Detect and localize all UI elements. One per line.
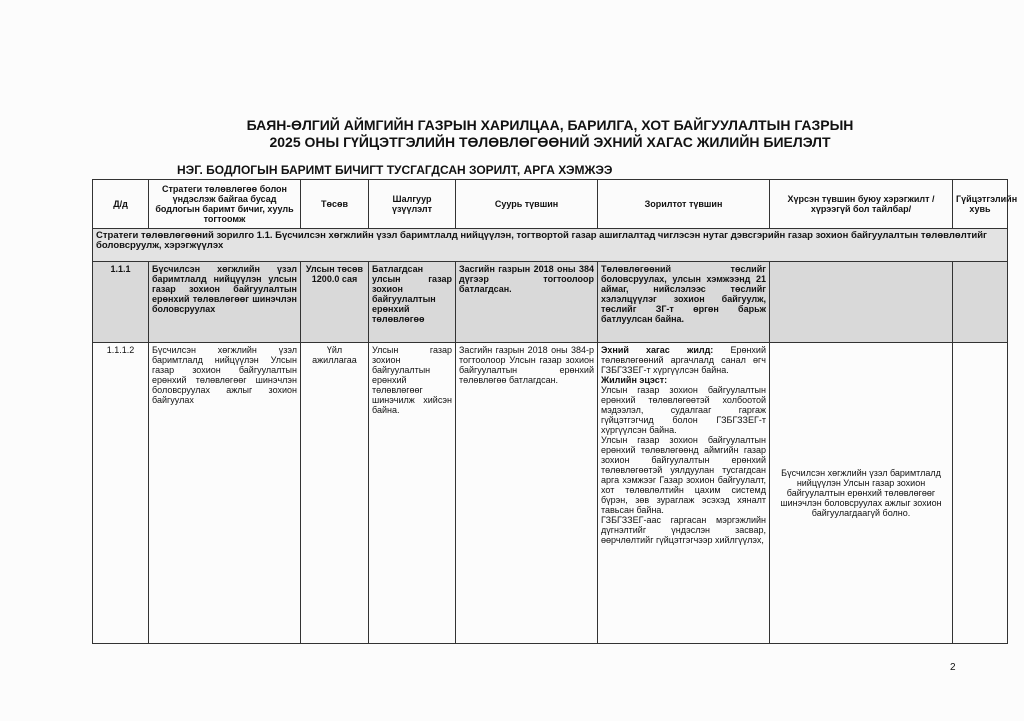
row-achieved: Бүсчилсэн хөгжлийн үзэл баримтлалд нийцүүлэн Улсын газар зохион байгуулалтын ерөнхий төлөвлөгөөг шинэчлэн боловсруулах ажлыг зохион байгуулагдаагүй болно. [770,343,953,644]
row-baseline: Засгийн газрын 2018 оны 384-р тогтоолоор Улсын газар зохион байгуулалтын ерөнхий төлөвлөгөө батлагдсан. [456,343,598,644]
col-header-policy: Стратеги төлөвлөгөө болон үндэслэж байгаа бусад бодлогын баримт бичиг, хууль тогтоомж [149,180,301,229]
table-header-row [93,180,1008,229]
budget-line-2: 1200.0 сая [311,274,358,284]
target-half-text: Ерөнхий төлөвлөгөөний аргачлалд санал өгч ГЗБГЗЗЕГ-т хүргүүлсэн байна. [601,345,766,375]
col-header-achieved: Хүрсэн түвшин буюу хэрэгжилт /хүрээгүй бол тайлбар/ [770,180,953,229]
target-half-year [601,345,766,375]
col-header-budget: Төсөв [301,180,369,229]
row-percent [953,262,1008,343]
row-policy: Бүсчилсэн хөгжлийн үзэл баримтлалд нийцүүлэн улсын газар зохион байгуулалтын ерөнхий төлөвлөгөөг шинэчлэн боловсруулах [149,262,301,343]
target-year-label: Жилийн эцэст: [601,375,668,385]
row-budget [301,262,369,343]
row-criteria: Улсын газар зохион байгуулалтын ерөнхий төлөвлөгөөг шинэчилж хийсэн байна. [369,343,456,644]
plan-table [92,179,1018,644]
row-num: 1.1.1.2 [93,343,149,644]
row-criteria: Батлагдсан улсын газар зохион байгуулалтын ерөнхий төлөвлөгөө [369,262,456,343]
strategy-goal-text: Стратеги төлөвлөгөөний зорилго 1.1. Бүсчилсэн хөгжлийн үзэл баримтлалд нийцүүлэн, тогтвортой газар ашиглалтад чиглэсэн нутаг дэвсгэрийн газар зохион байгуулалтын төлөвлөлтийг боловсруулж, хэрэгжүүлэх [93,229,1008,262]
row-num: 1.1.1 [93,262,149,343]
row-policy: Бүсчилсэн хөгжлийн үзэл баримтлалд нийцүүлэн Улсын газар зохион байгуулалтын ерөнхий төлөвлөгөөг шинэчлэн боловсруулах ажлыг зохион байгуулах [149,343,301,644]
col-header-target: Зорилтот түвшин [598,180,770,229]
table-row [93,262,1008,343]
page-number: 2 [950,662,956,673]
budget-line-1: Улсын төсөв [305,264,364,274]
col-header-baseline: Суурь түвшин [456,180,598,229]
title-line-2: 2025 ОНЫ ГҮЙЦЭТГЭЛИЙН ТӨЛӨВЛӨГӨӨНИЙ ЭХНИЙ ХАГАС ЖИЛИЙН БИЕЛЭЛТ [269,134,831,150]
strategy-goal-row [93,229,1008,262]
target-year-paragraph-2: Улсын газар зохион байгуулалтын ерөнхий төлөвлөгөөнд аймгийн газар зохион байгуулалтын ерөнхий төлөвлөгөөтэй уялдуулан тусгагдсан арга хэмжээг Газар зохион байгуулалт, хот төлөвлөлтийн цахим системд бүрэн, зөв зураглаж эсэхэд хяналт тавьсан байна. [601,435,766,515]
table-row [93,343,1008,644]
row-achieved [770,262,953,343]
col-header-num: Д/д [93,180,149,229]
col-header-criteria: Шалгуур үзүүлэлт [369,180,456,229]
row-budget: Үйл ажиллагаа [301,343,369,644]
title-line-1: БАЯН-ӨЛГИЙ АЙМГИЙН ГАЗРЫН ХАРИЛЦАА, БАРИЛГА, ХОТ БАЙГУУЛАЛТЫН ГАЗРЫН [246,117,854,133]
row-percent [953,343,1008,644]
document-title [180,117,920,151]
target-half-label: Эхний хагас жилд: [601,345,714,355]
section-subtitle: НЭГ. БОДЛОГЫН БАРИМТ БИЧИГТ ТУСГАГДСАН ЗОРИЛТ, АРГА ХЭМЖЭЭ [177,163,613,177]
target-year-paragraph-1: Улсын газар зохион байгуулалтын ерөнхий төлөвлөгөөтэй холбоотой мэдээлэл, судалгааг гаргаж гүйцэтгэгчид болон ГЗБГЗЗЕГ-т хүргүүлсэн байна. [601,385,766,435]
col-header-percent: Гүйцэтгэлийн хувь [953,180,1008,229]
row-target [598,343,770,644]
row-target: Төлөвлөгөөний төслийг боловсруулах, улсын хэмжээнд 21 аймаг, нийслэлээс төслийг хэлэлцүүлэг зохион байгуулж, төслийг ЗГ-т өргөн барьж батлуулсан байна. [598,262,770,343]
row-baseline: Засгийн газрын 2018 оны 384 дүгээр тогтоолоор батлагдсан. [456,262,598,343]
target-year-paragraph-3: ГЗБГЗЗЕГ-аас гаргасан мэргэжлийн дүгнэлтийг үндэслэн засвар, өөрчлөлтийг гүйцэтгэгчээр хийлгүүлэх, [601,515,766,545]
